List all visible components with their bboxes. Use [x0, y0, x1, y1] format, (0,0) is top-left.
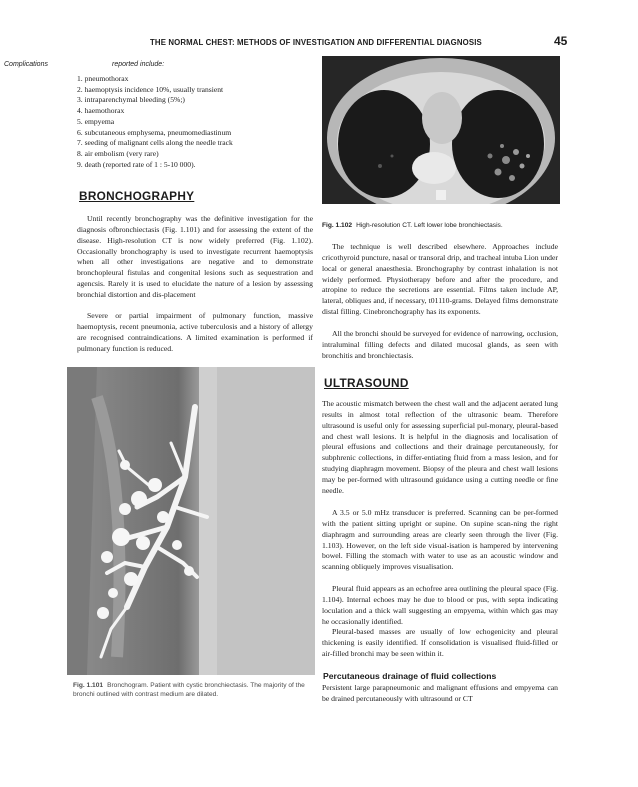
- ultrasound-paragraph: The acoustic mismatch between the chest wall and the adjacent aerated lung results in almost total reflection of the ultrasonic beam. Therefore ultrasound is useful only for assessing superficial pul-monary, pleural-based and chest wall lesions. It is helpful in the diagnosis and localisation of pleural effusions and collections and their drainage percutaneously, for subphrenic collections, in differ-entiating fluid from a mass lesion, and for studying diaphragm movement. Biopsy of the pleura and chest wall lesions may be per-formed with ultrasound guidance using a cutting needle or fine needle.: [322, 399, 558, 495]
- list-item: 1. pneumothorax: [77, 74, 129, 83]
- survey-paragraph: All the bronchi should be surveyed for evidence of narrowing, occlusion, intraluminal filling defects and dilated mucosal glands, as seen with bronchitis and bronchiectasis.: [322, 329, 558, 360]
- fig-1-102-caption-text: High-resolution CT. Left lower lobe bronchiectasis.: [356, 222, 503, 229]
- bronchography-paragraph: Until recently bronchography was the definitive investigation for the diagnosis ofbronchiectasis (Fig. 1.101) and for assessing the extent of the disease. High-resolution CT is now widely preferred (Fig. 1.102). Occasionally bronchography is used to investigate recurrent haemoptysis when all other investigations are negative and to demonstrate bronchopleural fistulas and congenital lesions such as sequestration and agencsis. Rarely it is used to elucidate the nature of a lesion by assessing bronchial distortion and dis-placement: [77, 214, 313, 299]
- transducer-paragraph: A 3.5 or 5.0 mHz transducer is preferred. Scanning can be per-formed with the patient sitting upright or supine. On supine scan-ning the right diaphragm and surrounding areas are clearly seen through the liver (Fig. 1.103). However, on the left side visual-isation is hampered by intervening bowel. Filling the stomach with water to use as an acoustic window and scanning obliquely improves visualisation.: [322, 508, 558, 572]
- list-item: 3. intraparenchymal bleeding (5%;): [77, 95, 185, 105]
- complications-list: [77, 74, 317, 170]
- list-item: 7. seeding of malignant cells along the needle track: [77, 138, 233, 148]
- fig-1-102-number: Fig. 1.102: [322, 222, 353, 229]
- contraindications-paragraph: Severe or partial impairment of pulmonary function, massive haemoptysis, recent pneumonia, active tuberculosis and a history of allergy are recognised contraindications. A limited examination is performed if pulmonary function is reduced.: [77, 311, 313, 353]
- list-item: 5. empyema: [77, 116, 115, 126]
- list-item: 9. death (reported rate of 1 : 5-10 000).: [77, 159, 196, 169]
- fig-1-102-ct-image: [322, 56, 560, 204]
- complications-label: Complications: [4, 61, 48, 68]
- drainage-paragraph: Persistent large parapneumonic and malignant effusions and empyema can be drained percutaneously with ultrasound or CT: [322, 683, 558, 703]
- fig-1-101-caption: [73, 682, 317, 700]
- running-head: THE NORMAL CHEST: METHODS OF INVESTIGATION AND DIFFERENTIAL DIAGNOSIS: [150, 38, 482, 47]
- page-number: 45: [554, 34, 568, 48]
- fig-1-102-caption: [322, 222, 560, 231]
- fig-1-101-caption-text: Bronchogram. Patient with cystic bronchiectasis. The majority of the bronchi outlined with contrast medium are dilated.: [73, 682, 305, 698]
- complications-intro: reported include:: [112, 61, 165, 68]
- bronchography-heading: BRONCHOGRAPHY: [79, 189, 195, 203]
- ultrasound-heading: ULTRASOUND: [324, 376, 409, 390]
- list-item: 2. haemoptysis incidence 10%, usually transient: [77, 84, 224, 94]
- technique-paragraph: The technique is well described elsewhere. Approaches include cricothyroid puncture, nasal or transoral drip, and tracheal intuba Lion under local or general anaesthesia. Bronchography by contrast inhalation is not widely performed. Physiotherapy before and after the procedure, and atropine to reduce the secretions are essential. Films taken include AP, lateral, obliques and, if necessary, t01110-grams. Delayed films demonstrate distal filling. Cinebronchography has its exponents.: [322, 242, 558, 317]
- drainage-subheading: Percutaneous drainage of fluid collections: [323, 671, 497, 681]
- fig-1-101-bronchogram-image: [67, 367, 315, 675]
- pleural-fluid-paragraph: Pleural fluid appears as an echofree area outlining the pleural space (Fig. 1.104). Internal echoes may he due to blood or pus, with septa indicating loculation and a thick wall suggesting an empyema, within which gas may he occasionally identified.: [322, 584, 558, 626]
- list-item: 8. air embolism (very rare): [77, 148, 159, 158]
- list-item: 6. subcutaneous emphysema, pneumomediastinum: [77, 127, 232, 137]
- pleural-masses-paragraph: Pleural-based masses are usually of low echogenicity and pleural thickening is easily identified. If consolidation is visualised fluid-filled or air-filled bronchi may be seen within it.: [322, 627, 558, 658]
- fig-1-101-number: Fig. 1.101: [73, 682, 104, 689]
- list-item: 4. haemothorax: [77, 106, 125, 116]
